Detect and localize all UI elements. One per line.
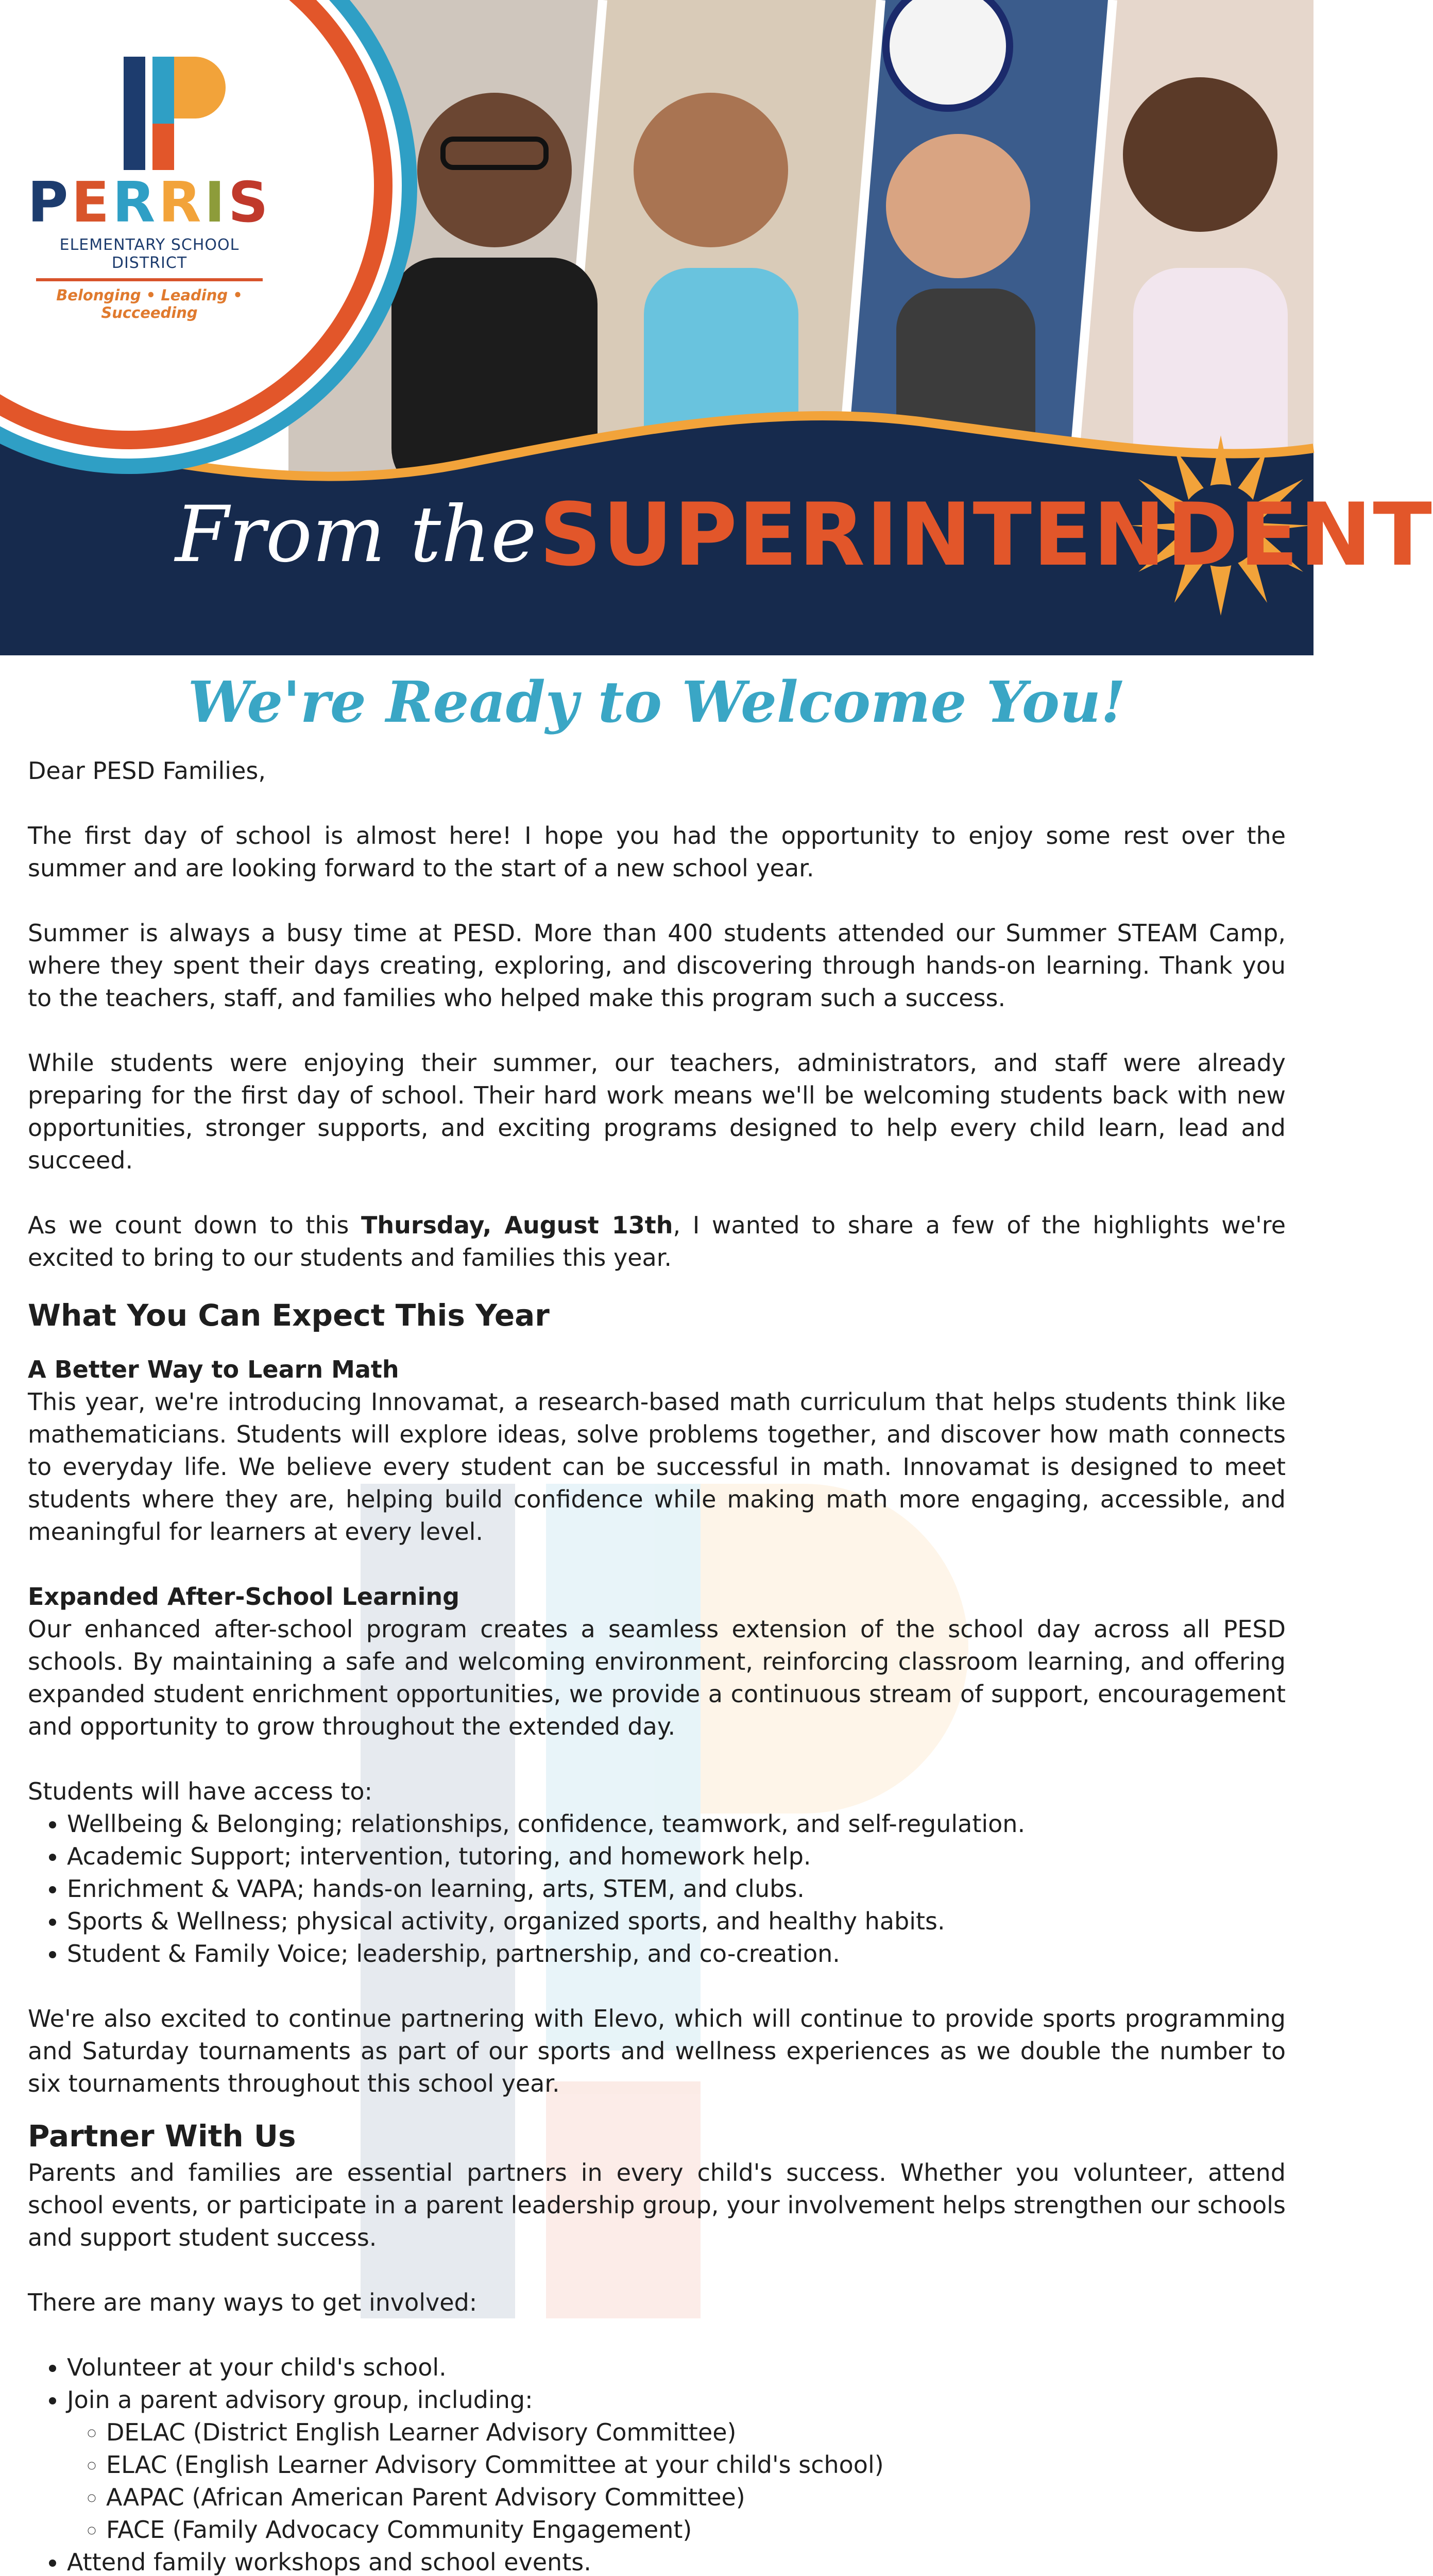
subheading-math: A Better Way to Learn Math [28, 1355, 399, 1383]
letter-body [28, 670, 1286, 2576]
first-day-date: Thursday, August 13th [361, 1211, 673, 1239]
list-item: ◦ ELAC (English Learner Advisory Committee at your child's school) [106, 2449, 1286, 2481]
header-banner [0, 0, 1433, 655]
access-intro: Students will have access to: [28, 1777, 373, 1805]
list-item: ◦ AAPAC (African American Parent Advisory Committee) [106, 2481, 1286, 2514]
access-list [28, 1808, 1286, 1970]
section-heading-expect: What You Can Expect This Year [28, 1297, 550, 1333]
list-item: • Sports & Wellness; physical activity, organized sports, and healthy habits. [67, 1905, 1286, 1938]
afterschool-paragraph: Our enhanced after-school program creates a seamless extension of the school day across all PESD schools. By maintaining a safe and welcoming environment, reinforcing classroom learning, and offering expanded student enrichment opportunities, we provide a continuous stream of support, encouragement and opportunity to grow throughout the extended day. [28, 1615, 1286, 1740]
logo-divider [36, 278, 263, 281]
subheading-afterschool: Expanded After-School Learning [28, 1582, 460, 1611]
advisory-group-list [67, 2416, 1286, 2546]
logo-wordmark: PERRIS [27, 171, 271, 235]
page-title: We're Ready to Welcome You! [187, 669, 1126, 735]
list-item: • Student & Family Voice; leadership, partnership, and co-creation. [67, 1938, 1286, 1970]
banner-title [175, 484, 1433, 585]
involvement-list [28, 2351, 1286, 2576]
list-item: • Attend family workshops and school events. [67, 2546, 1286, 2576]
list-item: ◦ FACE (Family Advocacy Community Engagement) [106, 2514, 1286, 2546]
list-item: • Join a parent advisory group, including: ◦ DELAC (District English Learner Advisory Committee) ◦ ELAC (English Learner Advisory Committee at your child's school) ◦ AAPAC (African American Parent Advisory Committee) ◦ FACE (Family Advocacy Community Engagement) [67, 2384, 1286, 2546]
intro-paragraph-3: While students were enjoying their summer, our teachers, administrators, and staff were already preparing for the first day of school. Their hard work means we'll be welcoming students back with new opportunities, stronger supports, and exciting programs designed to help every child learn, lead and succeed. [28, 1048, 1286, 1174]
partner-paragraph: Parents and families are essential partners in every child's success. Whether you volunteer, attend school events, or participate in a parent leadership group, your involvement helps strengthen our schools and support student success. [28, 2158, 1286, 2251]
district-logo [21, 52, 278, 321]
math-paragraph: This year, we're introducing Innovamat, a research-based math curriculum that helps students think like mathematicians. Students will explore ideas, solve problems together, and discover how math connects to everyday life. We believe every student can be successful in math. Innovamat is designed to meet students where they are, helping build confidence while making math more engaging, accessible, and meaningful for learners at every level. [28, 1387, 1286, 1546]
list-item: • Wellbeing & Belonging; relationships, confidence, teamwork, and self-regulation. [67, 1808, 1286, 1840]
section-heading-partner: Partner With Us [28, 2118, 296, 2154]
banner-title-superintendent: SUPERINTENDENT [539, 484, 1433, 585]
intro-paragraph-2: Summer is always a busy time at PESD. More than 400 students attended our Summer STEAM Camp, where they spent their days creating, exploring, and discovering through hands-on learning. Thank you to the teachers, staff, and families who helped make this program such a success. [28, 919, 1286, 1012]
intro-paragraph-1: The first day of school is almost here! I hope you had the opportunity to enjoy some rest over the summer and are looking forward to the start of a new school year. [28, 821, 1286, 882]
ways-intro: There are many ways to get involved: [28, 2288, 477, 2316]
list-item: • Enrichment & VAPA; hands-on learning, arts, STEM, and clubs. [67, 1873, 1286, 1905]
list-item: • Academic Support; intervention, tutoring, and homework help. [67, 1840, 1286, 1873]
logo-tagline: Belonging • Leading • Succeeding [56, 286, 243, 321]
logo-subtitle: ELEMENTARY SCHOOL DISTRICT [59, 236, 240, 272]
greeting: Dear PESD Families, [28, 756, 266, 785]
elevo-paragraph: We're also excited to continue partnering with Elevo, which will continue to provide sports programming and Saturday tournaments as part of our sports and wellness experiences as we double the number to six tournaments throughout this school year. [28, 2004, 1286, 2097]
intro-paragraph-4: As we count down to this Thursday, August 13th, I wanted to share a few of the highlights we're excited to bring to our students and families this year. [28, 1211, 1286, 1272]
list-item: • Volunteer at your child's school. [67, 2351, 1286, 2384]
list-item: ◦ DELAC (District English Learner Advisory Committee) [106, 2416, 1286, 2449]
banner-title-from: From the [175, 490, 537, 580]
